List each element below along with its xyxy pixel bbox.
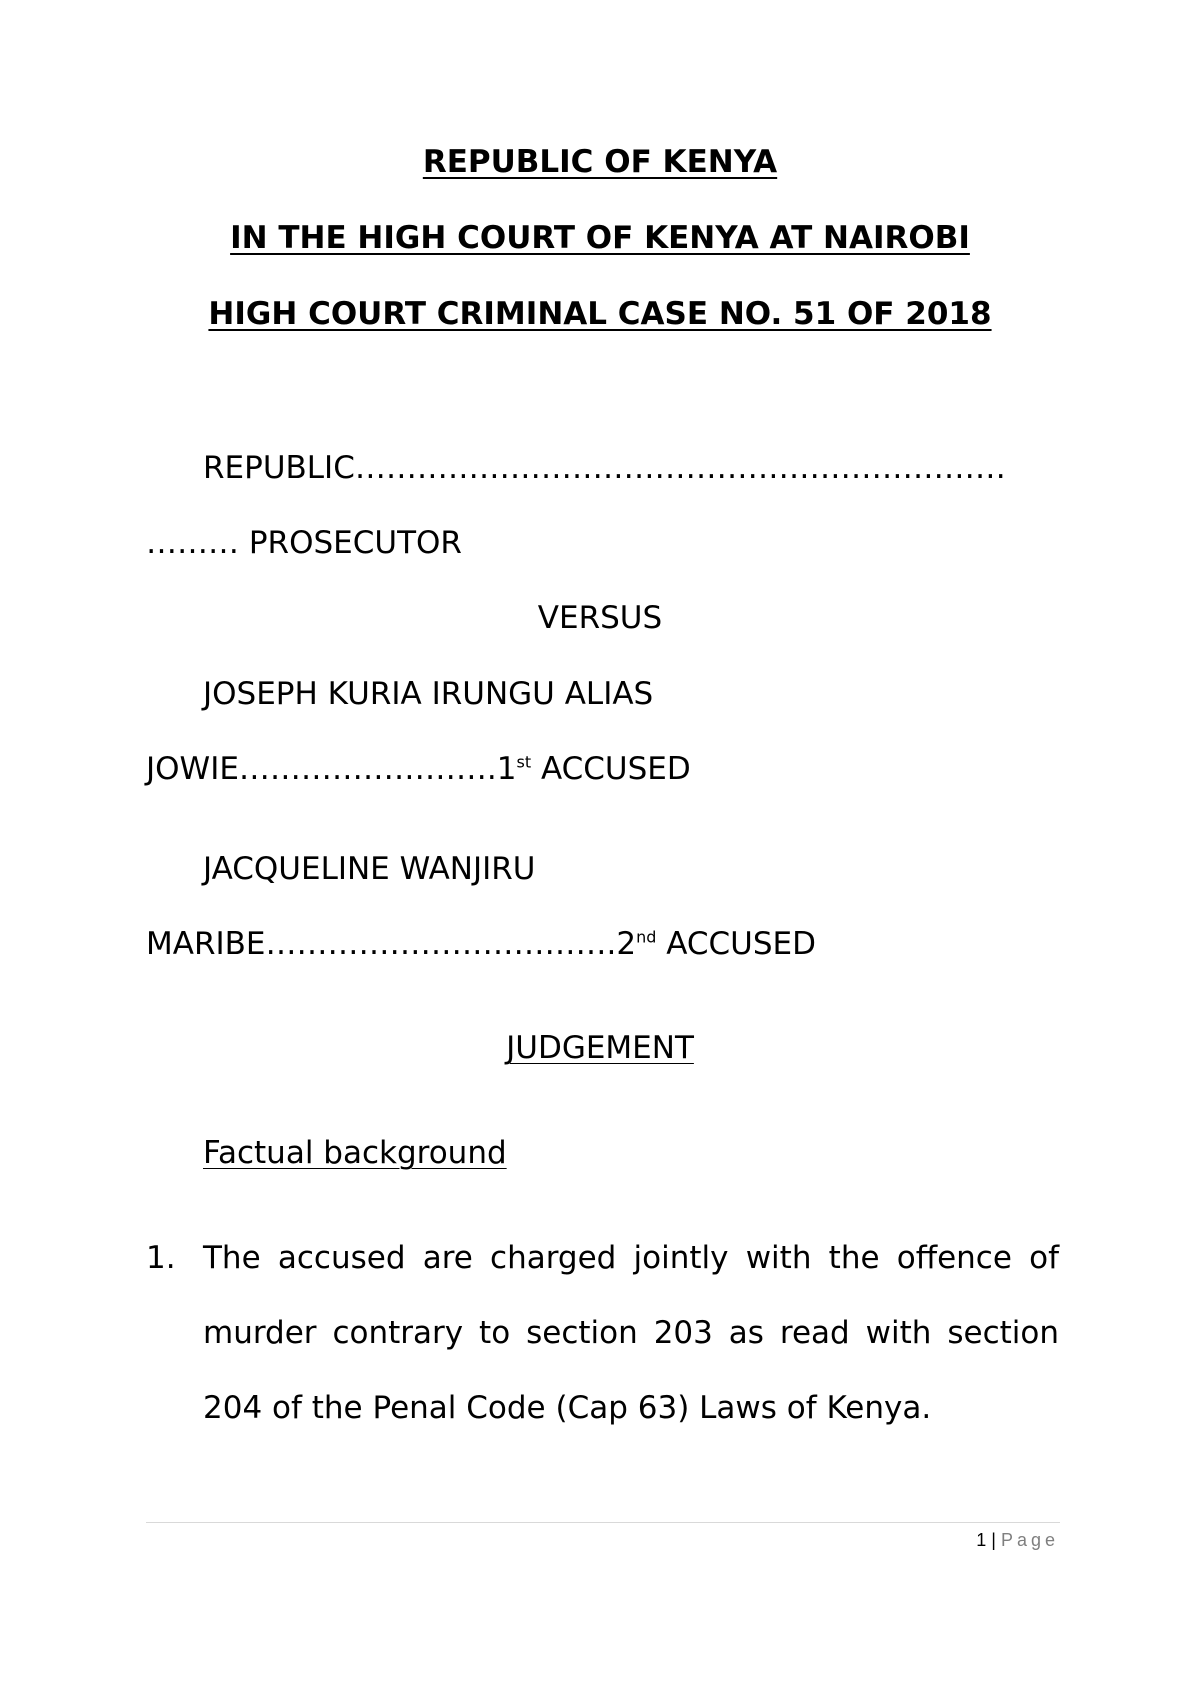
prosecution-party-line1: REPUBLIC……………………………………………………… (203, 450, 1006, 486)
footer-divider (146, 1522, 1060, 1523)
paragraph-text: The accused are charged jointly with the offence of murder contrary to section 203 as read with section 204 of the Penal Code (Cap 63) Laws of Kenya. (203, 1240, 1059, 1426)
versus-label: VERSUS (537, 600, 663, 636)
heading-case-number: HIGH COURT CRIMINAL CASE NO. 51 OF 2018 (208, 296, 992, 332)
section-heading-factual-background: Factual background (203, 1135, 507, 1171)
accused1-name-line1: JOSEPH KURIA IRUNGU ALIAS (203, 676, 654, 712)
accused1-designation (146, 751, 691, 787)
accused1-name-line2: JOWIE…………………….1 (146, 751, 517, 787)
accused2-designation (146, 926, 816, 962)
accused2-name-line2: MARIBE…………………………….2 (146, 926, 637, 962)
heading-republic-of-kenya: REPUBLIC OF KENYA (422, 144, 778, 180)
accused1-role: ACCUSED (531, 751, 691, 787)
footer-page-label: Page (1000, 1530, 1059, 1550)
paragraph-number: 1. (146, 1240, 176, 1276)
page-footer (976, 1530, 1059, 1551)
prosecution-party-line2: ……… PROSECUTOR (146, 525, 462, 561)
accused2-name-line1: JACQUELINE WANJIRU (203, 851, 536, 887)
accused2-role: ACCUSED (656, 926, 817, 962)
accused2-ordinal-suffix: nd (636, 927, 657, 947)
accused1-ordinal-suffix: st (516, 752, 532, 772)
judgement-title: JUDGEMENT (506, 1030, 694, 1066)
footer-separator: | (986, 1530, 1001, 1550)
footer-page-number: 1 (976, 1530, 987, 1550)
heading-court-name: IN THE HIGH COURT OF KENYA AT NAIROBI (230, 220, 970, 256)
